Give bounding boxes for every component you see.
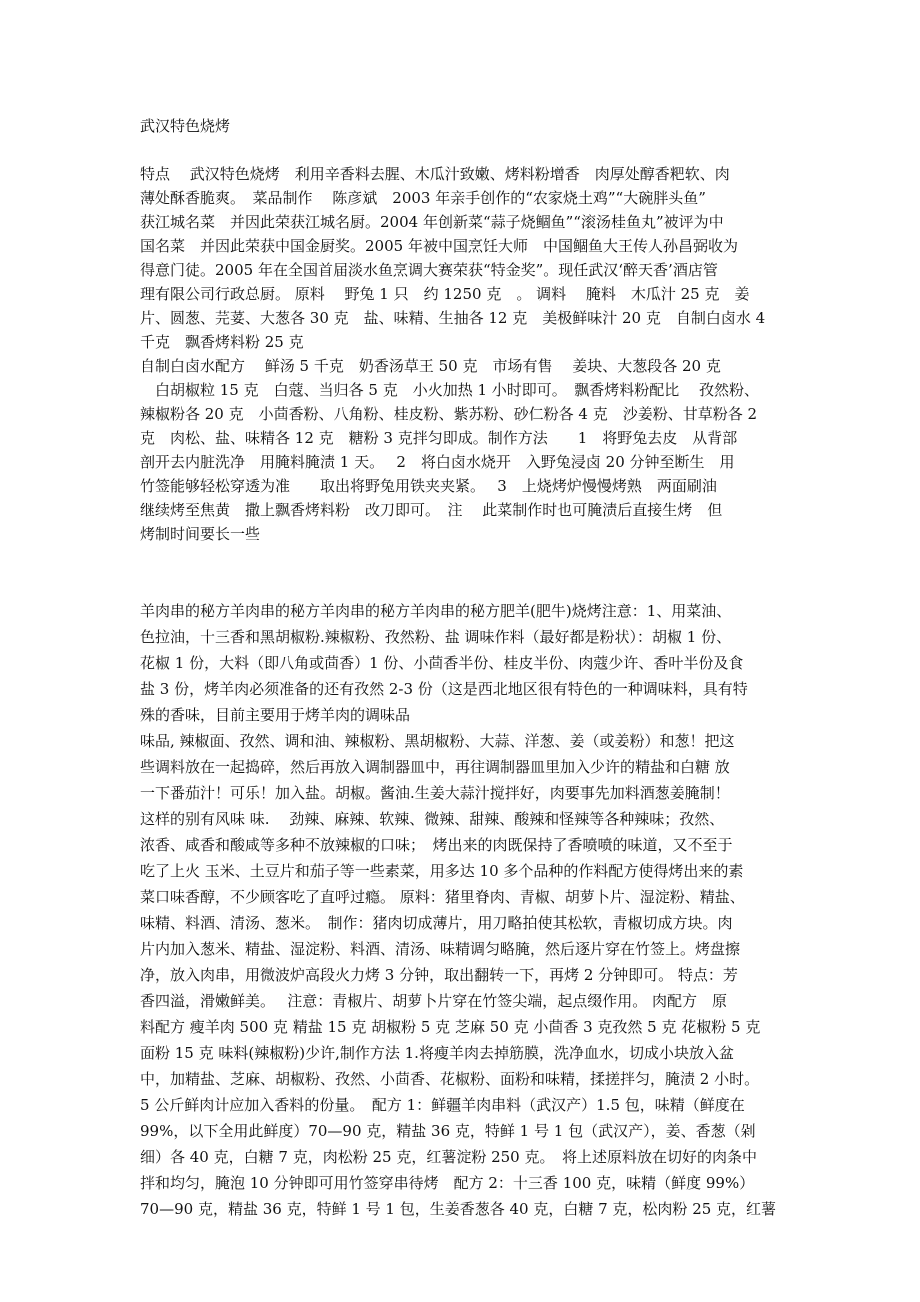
text-line: 吃了上火 玉米、土豆片和茄子等一些素菜，用多达 10 多个品种的作料配方使得烤出来的素 xyxy=(140,862,744,880)
text-line: 盐 3 份，烤羊肉必须准备的还有孜然 2-3 份（这是西北地区很有特色的一种调味料，具有特 xyxy=(140,680,748,698)
text-line: 浓香、咸香和酸咸等多种不放辣椒的口味； 烤出来的肉既保持了香喷喷的味道，又不至于 xyxy=(140,836,733,854)
text-line: 得意门徒。2005 年在全国首届淡水鱼烹调大赛荣获“特金奖”。现任武汉‘醉天香’酒店管 xyxy=(140,261,718,279)
text-line: 竹签能够轻松穿透为准 取出将野兔用铁夹夹紧。 3 上烧烤炉慢慢烤熟 两面刷油 xyxy=(140,477,717,495)
text-line: 面粉 15 克 味料(辣椒粉)少许,制作方法 1.将瘦羊肉去掉筋膜，洗净血水，切成小块放入盆 xyxy=(140,1044,734,1062)
text-line: 千克 飘香烤料粉 25 克 xyxy=(140,333,304,351)
text-line: 香四溢，滑嫩鲜美。 注意：青椒片、胡萝卜片穿在竹签尖端，起点缀作用。 肉配方 原 xyxy=(140,992,728,1010)
text-line: 获江城名菜 并因此荣获江城名厨。2004 年创新菜“蒜子烧鲴鱼”“滚汤桂鱼丸”被评为中 xyxy=(140,213,724,231)
text-line: 国名菜 并因此荣获中国金厨奖。2005 年被中国烹饪大师 中国鲴鱼大王传人孙昌弼收为 xyxy=(140,237,738,255)
text-line: 一下番茄汁！可乐！加入盐。胡椒。酱油.生姜大蒜汁搅拌好，肉要事先加料酒葱姜腌制！ xyxy=(140,784,730,802)
text-line: 片、圆葱、芫荽、大葱各 30 克 盐、味精、生抽各 12 克 美极鲜味汁 20 克 自制白卤水 4 xyxy=(140,309,766,327)
text-line: 5 公斤鲜肉计应加入香料的份量。 配方 1：鲜疆羊肉串料（武汉产）1.5 包，味精（鲜度在 xyxy=(140,1096,745,1114)
text-line: 片内加入葱米、精盐、湿淀粉、料酒、清汤、味精调匀略腌，然后逐片穿在竹签上。烤盘擦 xyxy=(140,940,741,958)
text-line: 中，加精盐、芝麻、胡椒粉、孜然、小茴香、花椒粉、面粉和味精，揉搓拌匀，腌渍 2 小时。 xyxy=(140,1070,760,1088)
text-line: 殊的香味，目前主要用于烤羊肉的调味品 xyxy=(140,706,411,724)
text-line: 些调料放在一起捣碎，然后再放入调制器皿中，再往调制器皿里加入少许的精盐和白糖 放 xyxy=(140,758,730,776)
text-line: 料配方 瘦羊肉 500 克 精盐 15 克 胡椒粉 5 克 芝麻 50 克 小茴香 3 克孜然 5 克 花椒粉 5 克 xyxy=(140,1018,761,1036)
text-line: 细）各 40 克，白糖 7 克，肉松粉 25 克，红薯淀粉 250 克。 将上述原料放在切好的肉条中 xyxy=(140,1148,757,1166)
text-line: 自制白卤水配方 鲜汤 5 千克 奶香汤草王 50 克 市场有售 姜块、大葱段各 20 克 xyxy=(140,357,721,375)
document-title: 武汉特色烧烤 xyxy=(140,117,231,135)
text-line: 剖开去内脏洗净 用腌料腌渍 1 天。 2 将白卤水烧开 入野兔浸卤 20 分钟至断生 用 xyxy=(140,453,735,471)
text-line: 色拉油，十三香和黑胡椒粉.辣椒粉、孜然粉、盐 调味作料（最好都是粉状）：胡椒 1 份、 xyxy=(140,628,732,646)
section-wuhan-bbq xyxy=(140,162,765,546)
text-line: 辣椒粉各 20 克 小茴香粉、八角粉、桂皮粉、紫苏粉、砂仁粉各 4 克 沙姜粉、甘草粉各 2 xyxy=(140,405,758,423)
text-line: 烤制时间要长一些 xyxy=(140,525,261,543)
section-lamb-skewer-recipe xyxy=(140,598,776,1222)
text-line: 味精、料酒、清汤、葱米。 制作：猪肉切成薄片，用刀略拍使其松软，青椒切成方块。肉 xyxy=(140,914,733,932)
text-line: 羊肉串的秘方羊肉串的秘方羊肉串的秘方羊肉串的秘方肥羊(肥牛)烧烤注意：1、用菜油、 xyxy=(140,602,732,620)
text-line: 继续烤至焦黄 撒上飘香烤料粉 改刀即可。 注 此菜制作时也可腌渍后直接生烤 但 xyxy=(140,501,723,519)
text-line: 99%，以下全用此鲜度）70—90 克，精盐 36 克，特鲜 1 号 1 包（武汉产），姜、香葱（剁 xyxy=(140,1122,756,1140)
text-line: 白胡椒粒 15 克 白蔻、当归各 5 克 小火加热 1 小时即可。 飘香烤料粉配比 孜然粉、 xyxy=(140,381,760,399)
text-line: 菜口味香醇，不少顾客吃了直呼过瘾。 原料：猪里脊肉、青椒、胡萝卜片、湿淀粉、精盐、 xyxy=(140,888,745,906)
text-line: 净，放入肉串，用微波炉高段火力烤 3 分钟，取出翻转一下，再烤 2 分钟即可。 特点：芳 xyxy=(140,966,738,984)
text-line: 理有限公司行政总厨。 原料 野兔 1 只 约 1250 克 。 调料 腌料 木瓜汁 25 克 姜 xyxy=(140,285,750,303)
text-line: 特点 武汉特色烧烤 利用辛香料去腥、木瓜汁致嫩、烤料粉增香 肉厚处醇香粑软、肉 xyxy=(140,165,730,183)
text-line: 70—90 克，精盐 36 克，特鲜 1 号 1 包，生姜香葱各 40 克，白糖 7 克，松肉粉 25 克，红薯 xyxy=(140,1200,777,1218)
text-line: 花椒 1 份，大料（即八角或茴香）1 份、小茴香半份、桂皮半份、肉蔻少许、香叶半份及食 xyxy=(140,654,744,672)
text-line: 味品, 辣椒面、孜然、调和油、辣椒粉、黑胡椒粉、大蒜、洋葱、姜（或姜粉）和葱！把这 xyxy=(140,732,735,750)
text-line: 薄处酥香脆爽。 菜品制作 陈彦斌 2003 年亲手创作的“农家烧土鸡”“大碗胖头鱼” xyxy=(140,189,706,207)
text-line: 拌和均匀，腌泡 10 分钟即可用竹签穿串待烤 配方 2：十三香 100 克，味精（鲜度 99%） xyxy=(140,1174,755,1192)
text-line: 这样的别有风味 味. 劲辣、麻辣、软辣、微辣、甜辣、酸辣和怪辣等各种辣味；孜然、 xyxy=(140,810,725,828)
text-line: 克 肉松、盐、味精各 12 克 糖粉 3 克拌匀即成。制作方法 1 将野兔去皮 从背部 xyxy=(140,429,738,447)
